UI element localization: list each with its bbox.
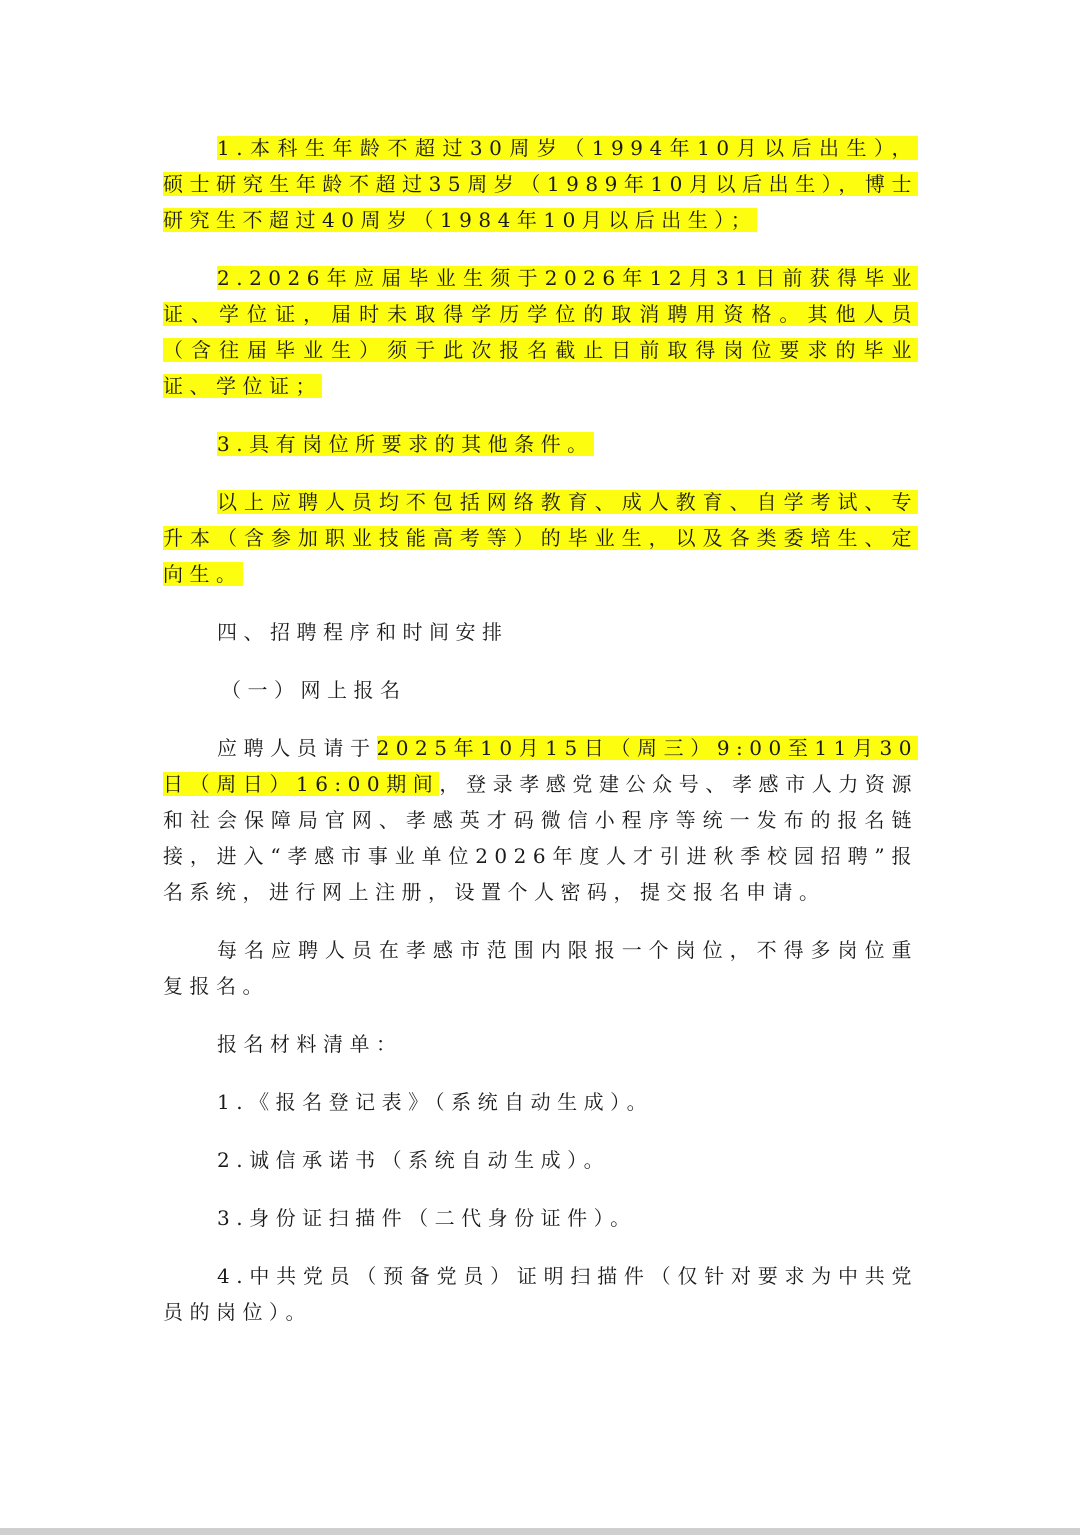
registration-period-highlight: 2025年10月15日（周三）9:00至11月30日（周日）16:00期间 xyxy=(163,736,919,796)
viewer-bottom-bar xyxy=(0,1528,1080,1535)
subsection-heading: （一）网上报名 xyxy=(221,678,407,702)
registration-lead: 应聘人员请于 xyxy=(217,736,377,760)
requirement-graduation xyxy=(163,260,918,404)
section-heading: 四、招聘程序和时间安排 xyxy=(217,620,509,644)
registration-tail: ，登录孝感党建公众号、孝感市人力资源和社会保障局官网、孝感英才码微信小程序等统一发布的报名链接，进入“孝感市事业单位2026年度人才引进秋季校园招聘”报名系统，进行网上注册，设置个人密码，提交报名申请。 xyxy=(163,772,919,904)
highlight: 1.本科生年龄不超过30周岁（1994年10月以后出生），硕士研究生年龄不超过35周岁（1989年10月以后出生），博士研究生不超过40周岁（1984年10月以后出生）； xyxy=(163,136,918,232)
material-item: 2.诚信承诺书（系统自动生成）。 xyxy=(217,1148,611,1172)
material-item: 3.身份证扫描件（二代身份证件）。 xyxy=(217,1206,637,1230)
limit-rule: 每名应聘人员在孝感市范围内限报一个岗位，不得多岗位重复报名。 xyxy=(163,938,918,998)
exclusion-note xyxy=(163,484,918,592)
material-item: 4.中共党员（预备党员）证明扫描件（仅针对要求为中共党员的岗位）。 xyxy=(163,1264,918,1324)
highlight: 3.具有岗位所要求的其他条件。 xyxy=(217,432,594,456)
requirement-other xyxy=(163,426,918,462)
highlight: 2.2026年应届毕业生须于2026年12月31日前获得毕业证、学位证，届时未取得学历学位的取消聘用资格。其他人员（含往届毕业生）须于此次报名截止日前取得岗位要求的毕业证、学位证； xyxy=(163,266,918,398)
document-body xyxy=(163,130,918,1352)
highlight: 以上应聘人员均不包括网络教育、成人教育、自学考试、专升本（含参加职业技能高考等）的毕业生，以及各类委培生、定向生。 xyxy=(163,490,918,586)
materials-heading: 报名材料清单： xyxy=(217,1032,403,1056)
requirement-age xyxy=(163,130,918,238)
material-item: 1.《报名登记表》（系统自动生成）。 xyxy=(217,1090,654,1114)
registration-paragraph xyxy=(163,730,918,910)
